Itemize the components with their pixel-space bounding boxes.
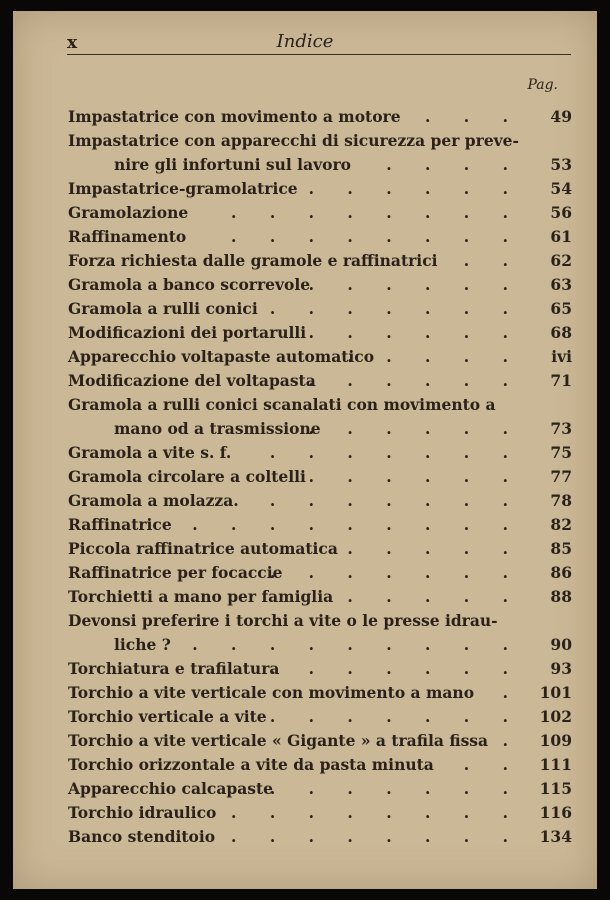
toc-entry-title: nire gli infortuni sul lavoro [114, 155, 351, 174]
toc-entry-title: Piccola raffinatrice automatica [68, 539, 338, 558]
toc-entry-line [68, 249, 572, 273]
pag-column-label: Pag. [527, 77, 558, 93]
toc-leader-dots: . . . . . . . . . [192, 515, 522, 534]
toc-leader-dots: . [502, 731, 522, 750]
toc-entry-line [68, 537, 572, 561]
toc-entry-title: Apparecchio calcapaste [68, 779, 274, 798]
toc-entry-title: Torchio orizzontale a vite da pasta minuta [68, 755, 434, 774]
toc-entry-title: Impastatrice con movimento a motore [68, 107, 401, 126]
toc-leader-dots: . . . . . . . [269, 563, 522, 582]
toc-entry-line [68, 705, 572, 729]
page-number: x [67, 33, 78, 53]
table-of-contents [68, 105, 572, 849]
toc-page-number: 85 [550, 539, 572, 558]
toc-entry-title: Banco stenditoio [68, 827, 216, 846]
toc-page-number: 86 [550, 563, 572, 582]
toc-leader-dots: . . . . . [347, 539, 522, 558]
toc-page-number: 111 [539, 755, 572, 774]
toc-page-number: 65 [550, 299, 572, 318]
toc-entry-title: Raffinatrice per focaccie [68, 563, 283, 582]
toc-leader-dots: . [502, 683, 522, 702]
toc-entry-title: liche ? [114, 635, 171, 654]
toc-leader-dots: . . . . . . [308, 467, 522, 486]
toc-page-number: 102 [539, 707, 572, 726]
toc-entry-line [68, 441, 572, 465]
toc-entry-line [68, 153, 572, 177]
toc-page-number: 49 [550, 107, 572, 126]
toc-entry-line [68, 201, 572, 225]
toc-page-number: 93 [550, 659, 572, 678]
toc-leader-dots: . . . [425, 107, 522, 126]
book-page [13, 11, 597, 889]
toc-entry-line [68, 513, 572, 537]
toc-leader-dots: . . . . . . . . [231, 827, 522, 846]
toc-leader-dots: . . . . . . . . [231, 203, 522, 222]
toc-page-number: 116 [539, 803, 572, 822]
toc-leader-dots: . . . . . . . [269, 779, 522, 798]
toc-page-number: 63 [550, 275, 572, 294]
toc-entry-title: Gramola a vite s. f. [68, 443, 232, 462]
toc-entry-line [68, 801, 572, 825]
toc-entry-line [68, 129, 572, 153]
toc-leader-dots: . . . . . . . [269, 299, 522, 318]
toc-entry-title: Torchio idraulico [68, 803, 217, 822]
toc-entry-line [68, 417, 572, 441]
toc-entry-line [68, 657, 572, 681]
toc-page-number: 90 [550, 635, 572, 654]
toc-entry-title: Gramola a rulli conici [68, 299, 258, 318]
toc-entry-title: Torchietti a mano per famiglia [68, 587, 334, 606]
toc-entry-title: Torchio verticale a vite [68, 707, 267, 726]
toc-entry-title: Gramola a rulli conici scanalati con movimento a [68, 395, 496, 414]
toc-leader-dots: . . [463, 755, 522, 774]
toc-entry-title: Modificazione del voltapasta [68, 371, 316, 390]
toc-entry-title: Devonsi preferire i torchi a vite o le presse idrau- [68, 611, 498, 630]
toc-leader-dots: . . . . . . . . . [192, 635, 522, 654]
toc-entry-title: Forza richiesta dalle gramole e raffinatrici [68, 251, 438, 270]
toc-entry-line [68, 729, 572, 753]
toc-leader-dots: . . . . . . . [269, 443, 522, 462]
toc-entry-line [68, 585, 572, 609]
toc-entry-line [68, 225, 572, 249]
page-header [13, 29, 597, 57]
toc-page-number: 134 [539, 827, 572, 846]
toc-leader-dots: . . . . . . . [269, 707, 522, 726]
toc-leader-dots: . . . . . . . [269, 491, 522, 510]
toc-page-number: 88 [550, 587, 572, 606]
toc-entry-title: mano od a trasmissione [114, 419, 321, 438]
toc-leader-dots: . . [463, 251, 522, 270]
toc-entry-line [68, 753, 572, 777]
toc-entry-line [68, 489, 572, 513]
toc-entry-line [68, 777, 572, 801]
toc-entry-line [68, 177, 572, 201]
toc-leader-dots: . . . . . . [308, 371, 522, 390]
toc-entry-title: Gramola circolare a coltelli [68, 467, 306, 486]
toc-page-number: 68 [550, 323, 572, 342]
toc-leader-dots: . . . . . [347, 347, 522, 366]
toc-entry-line [68, 393, 572, 417]
toc-entry-title: Torchio a vite verticale « Gigante » a trafila fissa [68, 731, 489, 750]
toc-leader-dots: . . . . [386, 155, 522, 174]
toc-entry-title: Gramolazione [68, 203, 189, 222]
toc-page-number: 71 [550, 371, 572, 390]
toc-page-number: ivi [551, 347, 572, 366]
toc-entry-title: Apparecchio voltapaste automatico [68, 347, 375, 366]
toc-page-number: 77 [550, 467, 572, 486]
toc-leader-dots: . . . . . . . . [231, 227, 522, 246]
running-title: Indice [276, 31, 334, 52]
toc-entry-line [68, 105, 572, 129]
toc-page-number: 73 [550, 419, 572, 438]
toc-entry-line [68, 297, 572, 321]
toc-entry-line [68, 345, 572, 369]
toc-entry-title: Torchio a vite verticale con movimento a mano [68, 683, 475, 702]
toc-entry-title: Gramola a molazza. [68, 491, 239, 510]
toc-entry-title: Modificazioni dei portarulli [68, 323, 307, 342]
toc-leader-dots: . . . . . . [308, 275, 522, 294]
toc-entry-line [68, 561, 572, 585]
toc-entry-line [68, 321, 572, 345]
toc-entry-line [68, 465, 572, 489]
toc-leader-dots: . . . . . . [308, 419, 522, 438]
toc-page-number: 75 [550, 443, 572, 462]
toc-entry-line [68, 609, 572, 633]
toc-entry-line [68, 681, 572, 705]
toc-entry-title: Impastatrice con apparecchi di sicurezza per preve- [68, 131, 519, 150]
toc-page-number: 54 [550, 179, 572, 198]
toc-page-number: 101 [539, 683, 572, 702]
toc-page-number: 61 [550, 227, 572, 246]
toc-leader-dots: . . . . . . . . [231, 803, 522, 822]
toc-entry-title: Torchiatura e trafilatura [68, 659, 280, 678]
toc-leader-dots: . . . . . [347, 587, 522, 606]
toc-entry-line [68, 369, 572, 393]
toc-entry-title: Gramola a banco scorrevole [68, 275, 311, 294]
toc-entry-title: Impastatrice-gramolatrice [68, 179, 298, 198]
toc-page-number: 115 [539, 779, 572, 798]
toc-entry-title: Raffinamento [68, 227, 187, 246]
toc-page-number: 109 [539, 731, 572, 750]
header-rule [67, 54, 571, 55]
toc-leader-dots: . . . . . . . [269, 659, 522, 678]
toc-entry-line [68, 825, 572, 849]
toc-leader-dots: . . . . . . [308, 323, 522, 342]
toc-page-number: 62 [550, 251, 572, 270]
toc-entry-line [68, 633, 572, 657]
toc-page-number: 78 [550, 491, 572, 510]
toc-page-number: 53 [550, 155, 572, 174]
toc-page-number: 82 [550, 515, 572, 534]
toc-entry-title: Raffinatrice [68, 515, 172, 534]
toc-entry-line [68, 273, 572, 297]
toc-page-number: 56 [550, 203, 572, 222]
toc-leader-dots: . . . . . . [308, 179, 522, 198]
